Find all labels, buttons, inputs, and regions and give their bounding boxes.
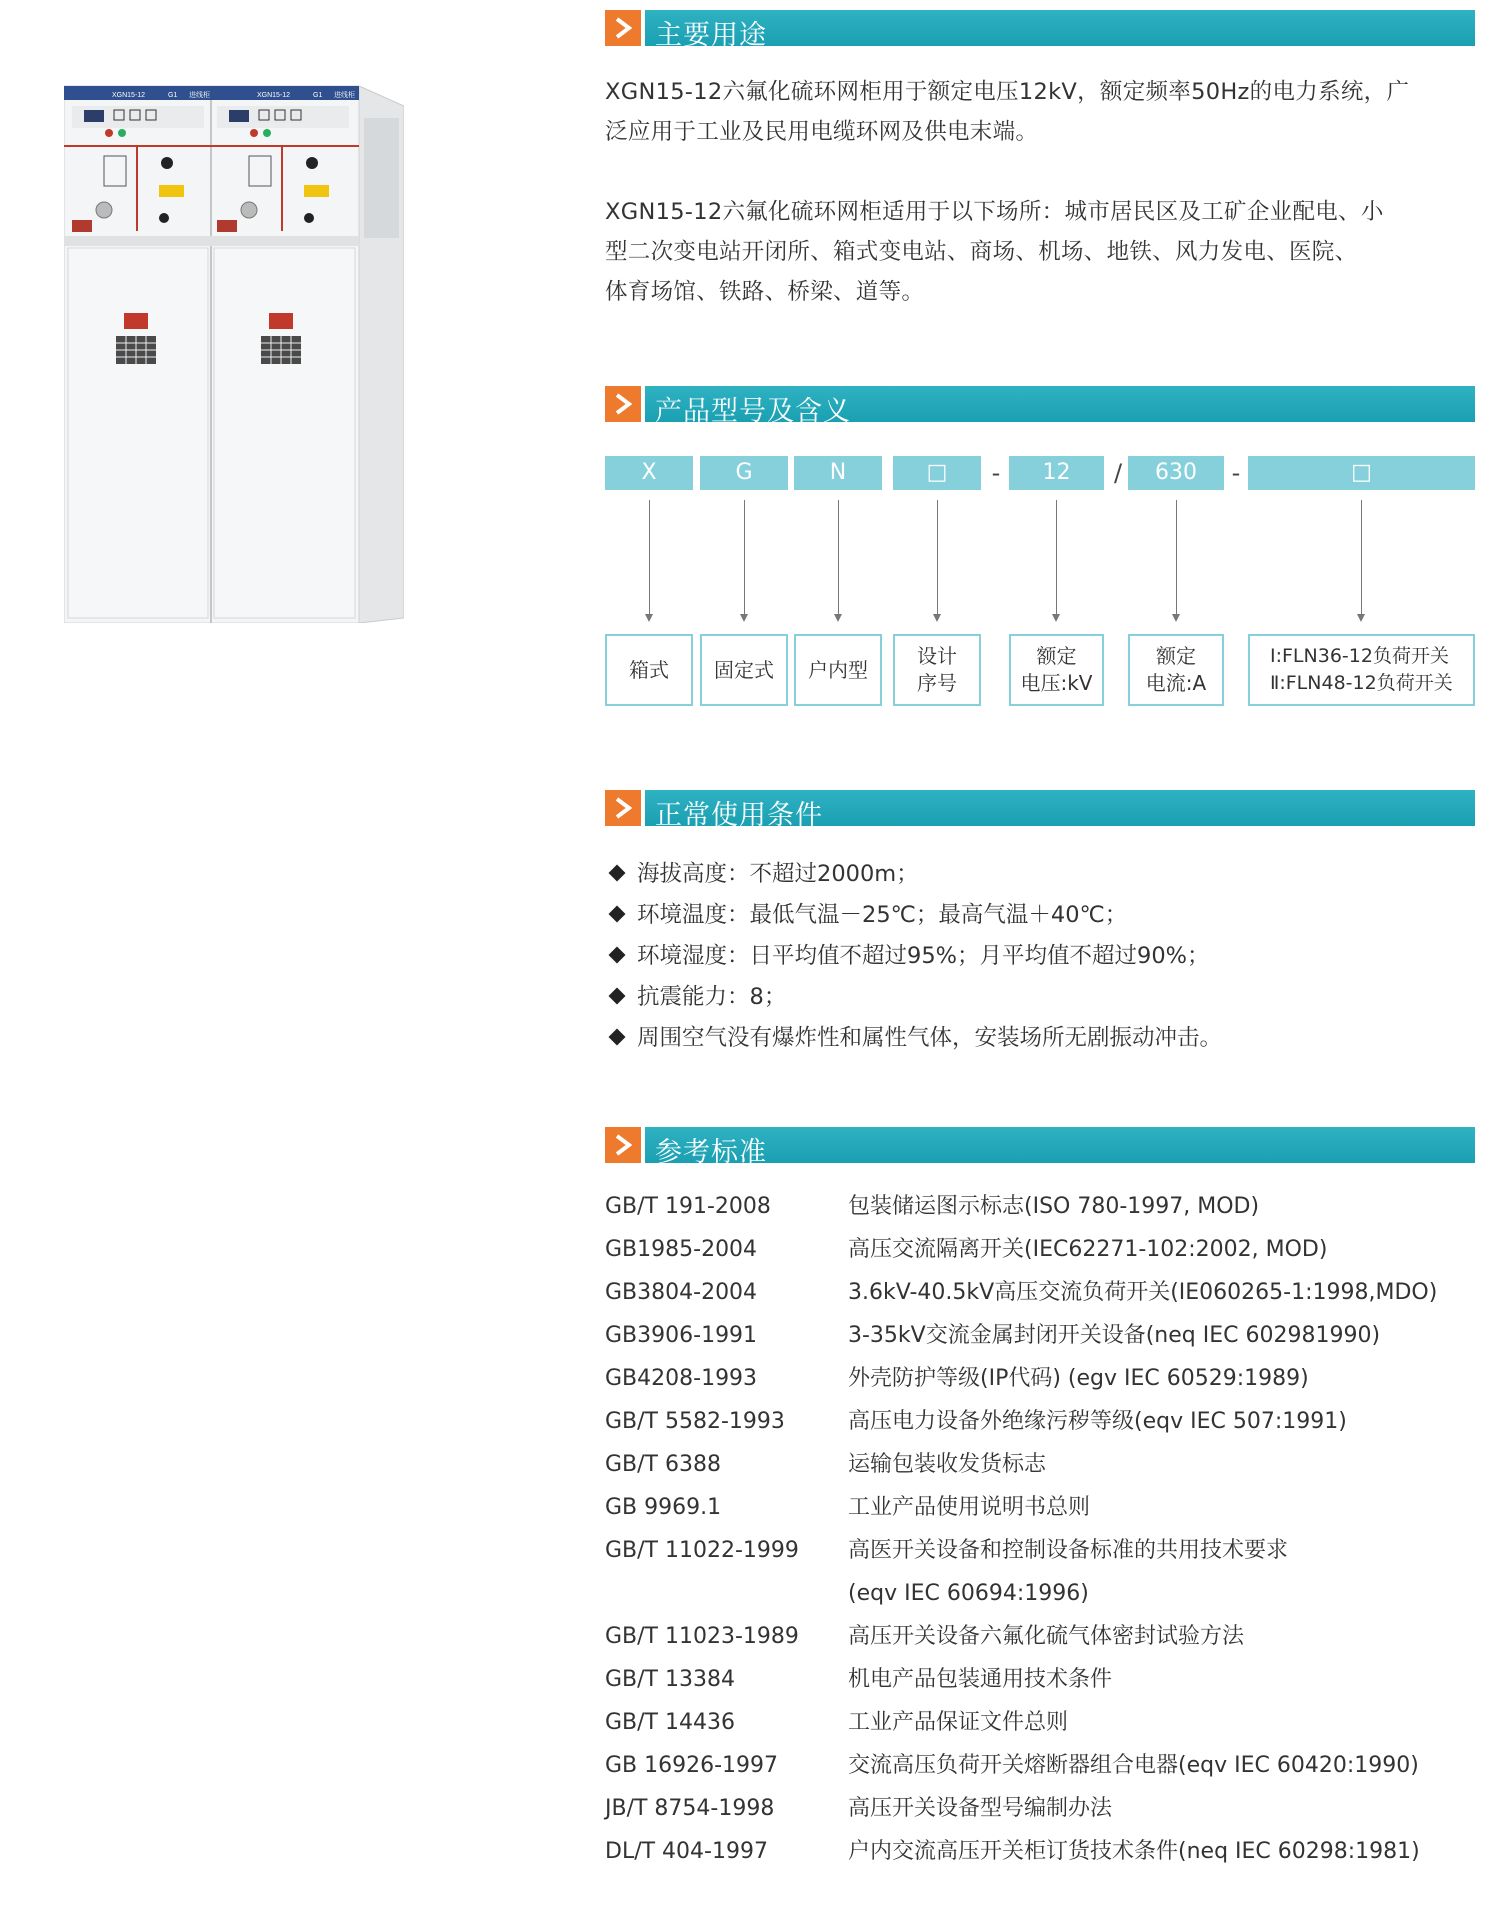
usage-paragraph-2 <box>605 192 1475 312</box>
standard-code: GB/T 6388 <box>605 1452 721 1477</box>
diamond-bullet-icon <box>609 988 626 1005</box>
list-item <box>605 977 1475 1018</box>
arrow-down-icon <box>933 614 941 622</box>
table-row <box>605 1787 1485 1830</box>
usage-paragraph-1-line-2: 泛应用于工业及民用电缆环网及供电末端。 <box>605 119 1039 145</box>
cabinet-label-type-1: 进线柜 <box>189 91 210 99</box>
table-row <box>605 1529 1485 1572</box>
connector-line <box>744 500 745 616</box>
usage-paragraph-2-line-1: XGN15-12六氟化硫环网柜适用于以下场所：城市居民区及工矿企业配电、小 <box>605 199 1384 225</box>
standard-code: JB/T 8754-1998 <box>605 1796 775 1821</box>
section-title-usage: 主要用途 <box>655 20 767 51</box>
standard-code: GB/T 11022-1999 <box>605 1538 799 1563</box>
model-cell-n: N <box>794 456 882 490</box>
meaning-box-design-serial <box>893 634 981 706</box>
diamond-bullet-icon <box>609 865 626 882</box>
cabinet-label-model-1: XGN15-12 <box>112 92 146 99</box>
usage-paragraph-2-line-3: 体育场馆、铁路、桥梁、道等。 <box>605 279 925 305</box>
conditions-list <box>605 854 1475 1059</box>
meaning-text: Ⅰ:FLN36-12负荷开关 <box>1270 645 1449 667</box>
standard-code: GB3804-2004 <box>605 1280 758 1305</box>
section-header-conditions <box>605 790 1475 831</box>
cabinet-label-model-2: XGN15-12 <box>257 92 291 99</box>
standard-title: 运输包装收发货标志 <box>848 1452 1047 1477</box>
connector-line <box>838 500 839 616</box>
standard-title: 机电产品包装通用技术条件 <box>848 1667 1113 1692</box>
standard-code: GB 9969.1 <box>605 1495 722 1520</box>
condition-text: 环境温度：最低气温－25℃；最高气温＋40℃； <box>637 902 1128 928</box>
standard-title: 工业产品保证文件总则 <box>848 1710 1069 1735</box>
chevron-right-icon <box>605 790 641 826</box>
diamond-bullet-icon <box>609 1029 626 1046</box>
diamond-bullet-icon <box>609 947 626 964</box>
usage-paragraph-2-line-2: 型二次变电站开闭所、箱式变电站、商场、机场、地铁、风力发电、医院、 <box>605 239 1358 265</box>
cabinet-label-g1-1: G1 <box>168 92 178 99</box>
connector-line <box>1361 500 1362 616</box>
cabinet-label-type-2: 进线柜 <box>334 91 355 99</box>
standard-title: 包装储运图示标志(ISO 780-1997, MOD) <box>848 1194 1260 1219</box>
standard-title: (eqv IEC 60694:1996) <box>848 1581 1089 1606</box>
meaning-box-cabinet-type <box>605 634 693 706</box>
model-cell-voltage: 12 <box>1009 456 1104 490</box>
standard-code: GB/T 14436 <box>605 1710 735 1735</box>
condition-text: 环境湿度：日平均值不超过95%；月平均值不超过90%； <box>637 943 1210 969</box>
standard-title: 高压电力设备外绝缘污秽等级(eqv IEC 507:1991) <box>848 1409 1347 1434</box>
condition-text: 海拔高度：不超过2000m； <box>637 861 919 887</box>
model-separator-2: / <box>1113 459 1123 487</box>
meaning-text: Ⅱ:FLN48-12负荷开关 <box>1270 672 1453 694</box>
standard-code: GB 16926-1997 <box>605 1753 779 1778</box>
model-cell-design: □ <box>893 456 981 490</box>
section-title-conditions: 正常使用条件 <box>655 800 823 831</box>
arrow-down-icon <box>1357 614 1365 622</box>
table-row <box>605 1357 1485 1400</box>
standard-title: 3-35kV交流金属封闭开关设备(neq IEC 602981990) <box>848 1323 1381 1348</box>
chevron-right-icon <box>605 386 641 422</box>
table-row <box>605 1701 1485 1744</box>
meaning-text: 设计 <box>917 644 957 668</box>
meaning-text: 户内型 <box>808 657 868 682</box>
condition-text: 周围空气没有爆炸性和属性气体，安装场所无剧振动冲击。 <box>637 1025 1223 1051</box>
standard-code: GB3906-1991 <box>605 1323 758 1348</box>
section-title-model: 产品型号及含义 <box>655 396 851 427</box>
chevron-right-icon <box>605 10 641 46</box>
meaning-text: 电流:A <box>1145 671 1207 695</box>
section-header-standards <box>605 1127 1475 1168</box>
usage-paragraph-1 <box>605 72 1475 152</box>
table-row <box>605 1615 1485 1658</box>
list-item <box>605 895 1475 936</box>
diamond-bullet-icon <box>609 906 626 923</box>
meaning-box-rated-current <box>1128 634 1224 706</box>
standard-title: 3.6kV-40.5kV高压交流负荷开关(IE060265-1:1998,MDO) <box>848 1280 1438 1305</box>
section-header-model <box>605 386 1475 427</box>
standard-code: DL/T 404-1997 <box>605 1839 768 1864</box>
arrow-down-icon <box>645 614 653 622</box>
table-row <box>605 1314 1485 1357</box>
standard-code: GB4208-1993 <box>605 1366 758 1391</box>
list-item <box>605 936 1475 977</box>
meaning-box-fixed <box>700 634 788 706</box>
standard-title: 高压开关设备型号编制办法 <box>848 1796 1113 1821</box>
switchgear-cabinet-image <box>64 78 404 623</box>
section-header-usage <box>605 10 1475 51</box>
connector-line <box>937 500 938 616</box>
table-row <box>605 1486 1485 1529</box>
standard-title: 户内交流高压开关柜订货技术条件(neq IEC 60298:1981) <box>848 1839 1420 1864</box>
list-item <box>605 854 1475 895</box>
meaning-box-indoor <box>794 634 882 706</box>
table-row <box>605 1830 1485 1873</box>
standard-title: 交流高压负荷开关熔断器组合电器(eqv IEC 60420:1990) <box>848 1753 1419 1778</box>
table-row <box>605 1185 1485 1228</box>
standard-title: 外壳防护等级(IP代码) (egv IEC 60529:1989) <box>848 1366 1309 1391</box>
connector-line <box>649 500 650 616</box>
meaning-text: 电压:kV <box>1020 671 1093 695</box>
list-item <box>605 1018 1475 1059</box>
table-row <box>605 1658 1485 1701</box>
standard-title: 高医开关设备和控制设备标准的共用技术要求 <box>848 1538 1289 1563</box>
standard-code: GB/T 11023-1989 <box>605 1624 799 1649</box>
meaning-text: 序号 <box>917 671 957 695</box>
model-cell-g: G <box>700 456 788 490</box>
standard-code: GB1985-2004 <box>605 1237 758 1262</box>
condition-text: 抗震能力：8； <box>637 984 787 1010</box>
table-row <box>605 1744 1485 1787</box>
usage-paragraph-1-line-1: XGN15-12六氟化硫环网柜用于额定电压12kV，额定频率50Hz的电力系统，广 <box>605 79 1410 105</box>
model-cell-current: 630 <box>1128 456 1224 490</box>
cabinet-label-g1-2: G1 <box>313 92 323 99</box>
standard-title: 高压开关设备六氟化硫气体密封试验方法 <box>848 1624 1245 1649</box>
meaning-text: 额定 <box>1036 644 1077 668</box>
table-row <box>605 1443 1485 1486</box>
arrow-down-icon <box>834 614 842 622</box>
model-cell-switch: □ <box>1248 456 1475 490</box>
meaning-text: 固定式 <box>714 657 774 682</box>
meaning-text: 额定 <box>1155 644 1196 668</box>
arrow-down-icon <box>1172 614 1180 622</box>
arrow-down-icon <box>1052 614 1060 622</box>
standard-title: 高压交流隔离开关(IEC62271-102:2002, MOD) <box>848 1237 1328 1262</box>
table-row <box>605 1400 1485 1443</box>
standard-title: 工业产品使用说明书总则 <box>848 1495 1091 1520</box>
standard-code: GB/T 5582-1993 <box>605 1409 785 1434</box>
meaning-text: 箱式 <box>629 657 669 682</box>
model-separator-3: - <box>1231 459 1241 487</box>
meaning-box-rated-voltage <box>1009 634 1104 706</box>
standard-code: GB/T 191-2008 <box>605 1194 771 1219</box>
arrow-down-icon <box>740 614 748 622</box>
table-row <box>605 1271 1485 1314</box>
model-cell-x: X <box>605 456 693 490</box>
connector-line <box>1056 500 1057 616</box>
model-separator-1: - <box>991 459 1001 487</box>
standard-code: GB/T 13384 <box>605 1667 735 1692</box>
table-row <box>605 1572 1485 1615</box>
meaning-box-load-switch <box>1248 634 1475 706</box>
table-row <box>605 1228 1485 1271</box>
section-title-standards: 参考标准 <box>655 1137 767 1168</box>
connector-line <box>1176 500 1177 616</box>
chevron-right-icon <box>605 1127 641 1163</box>
